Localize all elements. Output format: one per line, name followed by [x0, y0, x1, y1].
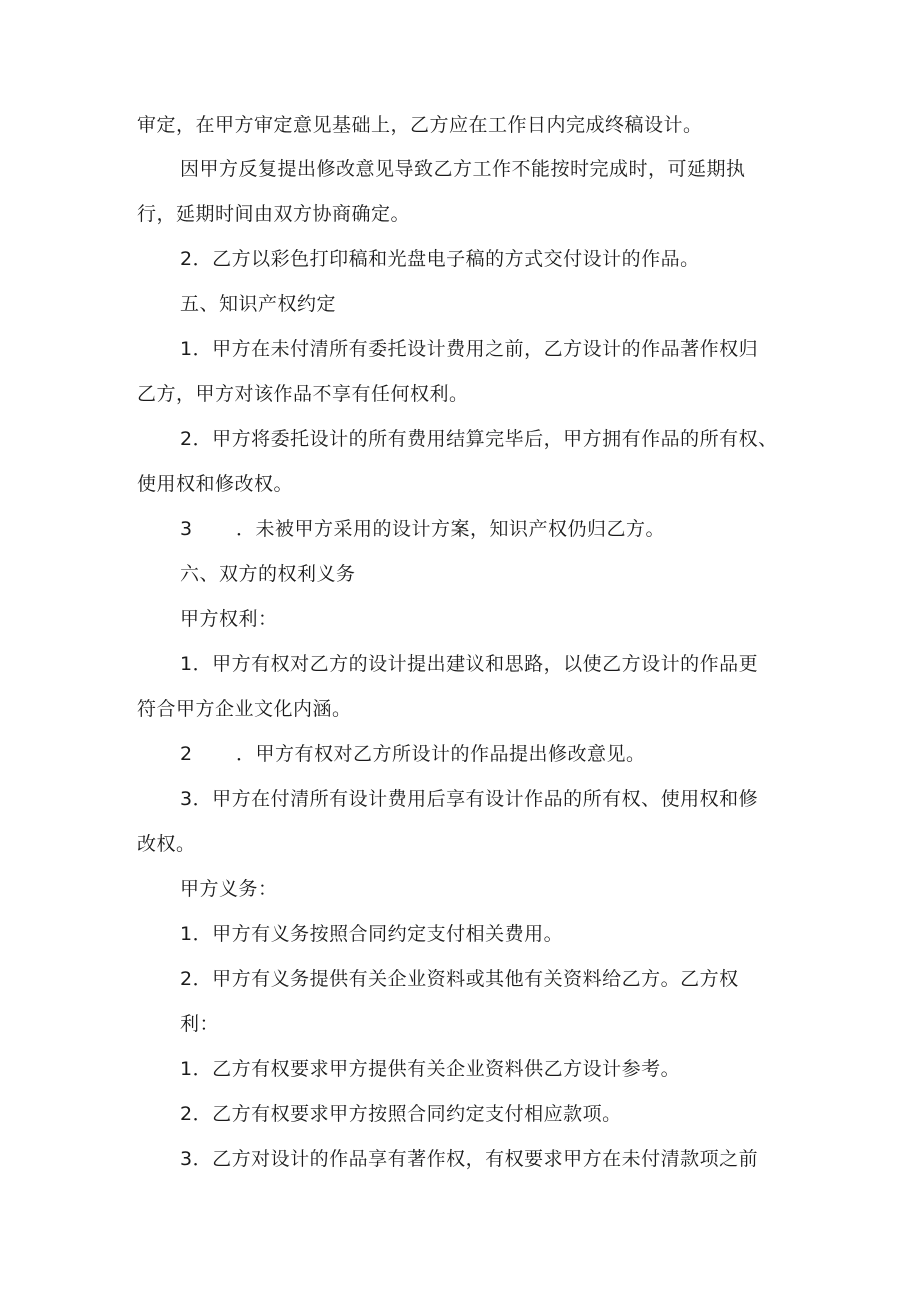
text-line: 改权。: [137, 833, 196, 855]
text-line: 2．乙方以彩色打印稿和光盘电子稿的方式交付设计的作品。: [180, 248, 700, 270]
text-line: 3．乙方对设计的作品享有著作权，有权要求甲方在未付清款项之前: [180, 1148, 759, 1170]
text-line: ．甲方有权对乙方所设计的作品提出修改意见。: [236, 743, 646, 765]
text-line: 符合甲方企业文化内涵。: [137, 698, 352, 720]
text-line: 利：: [180, 1013, 220, 1035]
text-line: ．未被甲方采用的设计方案，知识产权仍归乙方。: [236, 518, 666, 540]
text-line: 审定，在甲方审定意见基础上，乙方应在工作日内完成终稿设计。: [137, 114, 703, 136]
text-line: 2．甲方将委托设计的所有费用结算完毕后，甲方拥有作品的所有权、: [180, 428, 778, 450]
item-number: 2: [180, 743, 193, 765]
section-heading: 五、知识产权约定: [180, 293, 337, 315]
text-line: 使用权和修改权。: [137, 473, 294, 495]
item-number: 3: [180, 518, 193, 540]
text-line: 1．甲方有权对乙方的设计提出建议和思路，以使乙方设计的作品更: [180, 653, 759, 675]
text-line: 行，延期时间由双方协商确定。: [137, 203, 411, 225]
text-line: 2．甲方有义务提供有关企业资料或其他有关资料给乙方。乙方权: [180, 968, 739, 990]
text-line: 1．甲方有义务按照合同约定支付相关费用。: [180, 923, 564, 945]
text-line: 2．乙方有权要求甲方按照合同约定支付相应款项。: [180, 1103, 622, 1125]
section-heading: 六、双方的权利义务: [180, 563, 356, 585]
text-line: 1．乙方有权要求甲方提供有关企业资料供乙方设计参考。: [180, 1058, 681, 1080]
text-line: 3．甲方在付清所有设计费用后享有设计作品的所有权、使用权和修: [180, 788, 759, 810]
subsection-heading: 甲方权利：: [180, 608, 278, 630]
subsection-heading: 甲方义务：: [180, 878, 278, 900]
text-line: 乙方，甲方对该作品不享有任何权利。: [137, 383, 469, 405]
text-line: 因甲方反复提出修改意见导致乙方工作不能按时完成时，可延期执: [180, 158, 746, 180]
text-line: 1．甲方在未付清所有委托设计费用之前，乙方设计的作品著作权归: [180, 338, 759, 360]
